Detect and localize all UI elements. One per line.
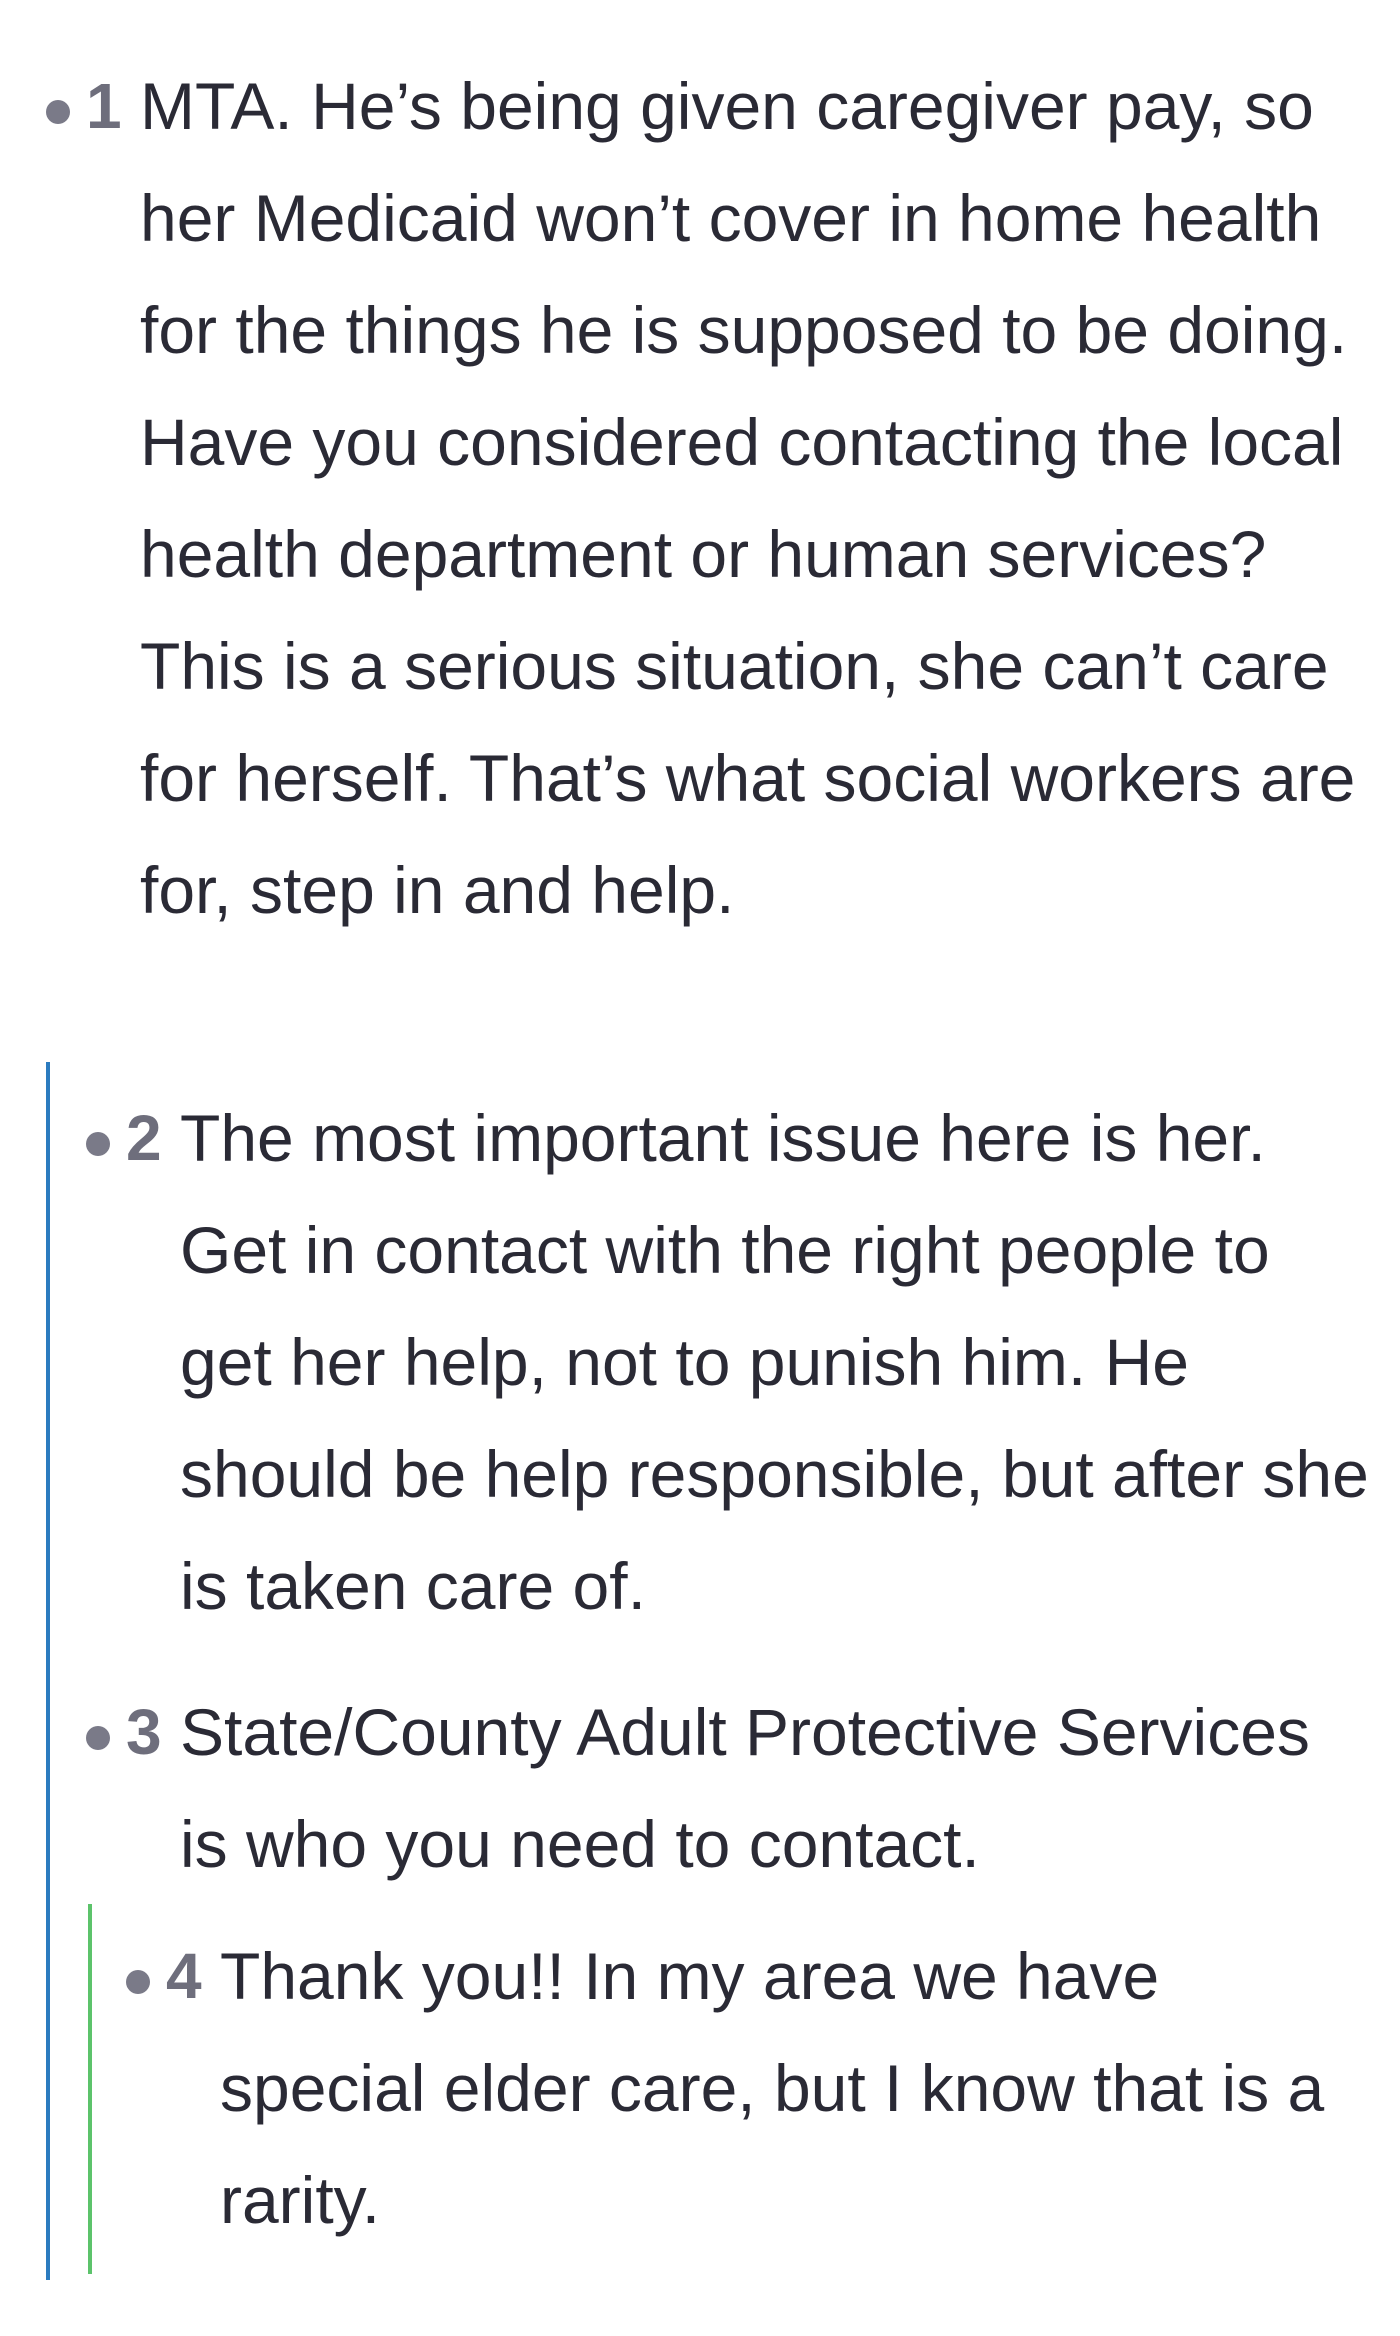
bullet-icon [46, 100, 70, 124]
comment-number[interactable]: 2 [126, 1102, 162, 1174]
comment-text: The most important issue here is her. Get in contact with the right people to get her help, not to punish him. He should be help responsible, but after she is taken care of. [180, 1101, 1369, 1623]
comment-text: State/County Adult Protective Services is who you need to contact. [180, 1695, 1310, 1881]
comment-number[interactable]: 1 [86, 70, 122, 142]
comment-number[interactable]: 3 [126, 1696, 162, 1768]
bullet-icon [126, 1970, 150, 1994]
thread-line-level-3[interactable] [88, 1904, 92, 2274]
comment-text: Thank you!! In my area we have special elder care, but I know that is a rarity. [220, 1939, 1325, 2237]
bullet-icon [86, 1132, 110, 1156]
comment-number[interactable]: 4 [166, 1940, 202, 2012]
bullet-icon [86, 1726, 110, 1750]
comment-text: MTA. He’s being given caregiver pay, so her Medicaid won’t cover in home health for the things he is supposed to be doing. Have you considered contacting the local health department or human services? This is a serious situation, she can’t care for herself. That’s what social workers are for, step in and help. [140, 69, 1356, 927]
thread-line-level-2[interactable] [46, 1062, 50, 2280]
